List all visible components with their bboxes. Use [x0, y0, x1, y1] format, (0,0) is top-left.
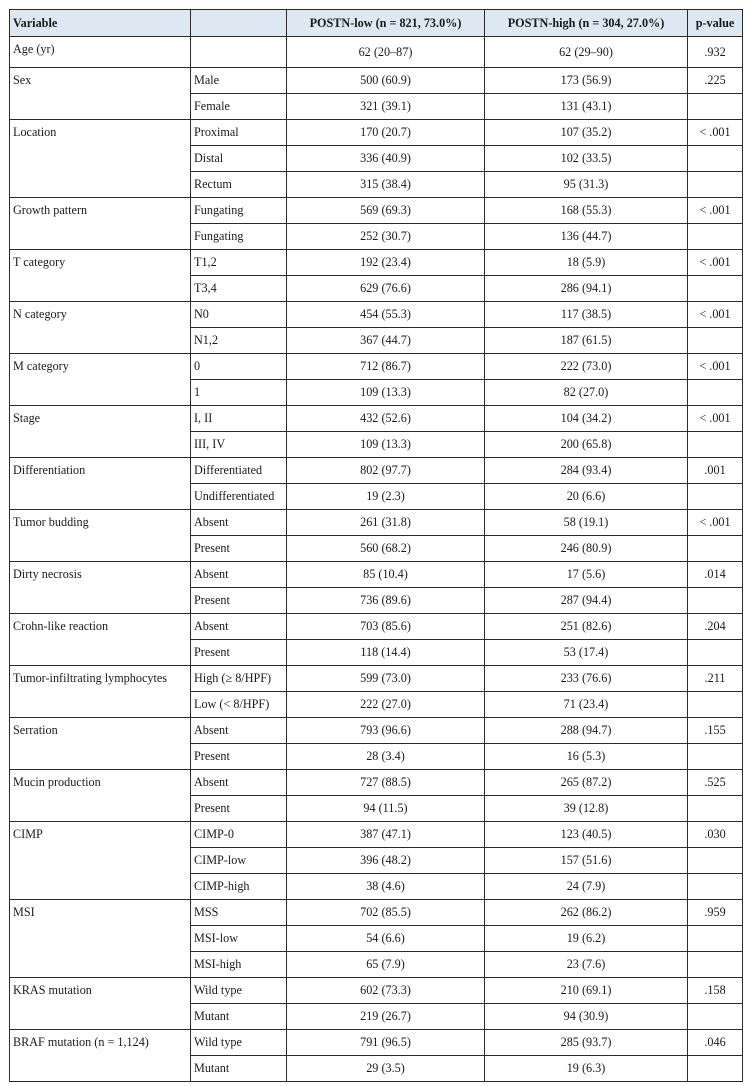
postn-high-cell: 94 (30.9)	[485, 1004, 688, 1030]
p-value-cell: < .001	[688, 510, 743, 536]
postn-high-cell: 39 (12.8)	[485, 796, 688, 822]
variable-name-cell: Mucin production	[10, 770, 191, 822]
p-value-cell	[688, 432, 743, 458]
table-row	[10, 458, 743, 484]
postn-low-cell: 261 (31.8)	[287, 510, 485, 536]
p-value-cell	[688, 796, 743, 822]
postn-low-cell: 454 (55.3)	[287, 302, 485, 328]
postn-low-cell: 94 (11.5)	[287, 796, 485, 822]
table-row	[10, 900, 743, 926]
p-value-cell	[688, 588, 743, 614]
subcategory-cell: Undifferentiated	[191, 484, 287, 510]
postn-high-cell: 285 (93.7)	[485, 1030, 688, 1056]
subcategory-cell: N0	[191, 302, 287, 328]
postn-high-cell: 19 (6.2)	[485, 926, 688, 952]
postn-low-cell: 109 (13.3)	[287, 380, 485, 406]
subcategory-cell: Absent	[191, 718, 287, 744]
postn-low-cell: 192 (23.4)	[287, 250, 485, 276]
variable-name-cell: Growth pattern	[10, 198, 191, 250]
table-row	[10, 120, 743, 146]
table-row	[10, 406, 743, 432]
subcategory-cell: I, II	[191, 406, 287, 432]
postn-high-cell: 102 (33.5)	[485, 146, 688, 172]
subcategory-cell: Absent	[191, 562, 287, 588]
postn-low-cell: 252 (30.7)	[287, 224, 485, 250]
postn-low-cell: 54 (6.6)	[287, 926, 485, 952]
subcategory-cell: Distal	[191, 146, 287, 172]
postn-low-cell: 222 (27.0)	[287, 692, 485, 718]
variable-name-cell: Crohn-like reaction	[10, 614, 191, 666]
variable-name-cell: MSI	[10, 900, 191, 978]
variable-name-cell: Stage	[10, 406, 191, 458]
variable-name-cell: Sex	[10, 68, 191, 120]
subcategory-cell: Present	[191, 796, 287, 822]
p-value-cell: .155	[688, 718, 743, 744]
subcategory-cell: High (≥ 8/HPF)	[191, 666, 287, 692]
postn-low-cell: 62 (20–87)	[287, 37, 485, 68]
postn-comparison-table	[9, 9, 743, 1082]
p-value-cell: < .001	[688, 354, 743, 380]
postn-high-cell: 23 (7.6)	[485, 952, 688, 978]
postn-low-cell: 367 (44.7)	[287, 328, 485, 354]
postn-high-cell: 20 (6.6)	[485, 484, 688, 510]
subcategory-cell	[191, 37, 287, 68]
postn-high-cell: 286 (94.1)	[485, 276, 688, 302]
postn-low-cell: 793 (96.6)	[287, 718, 485, 744]
postn-low-cell: 387 (47.1)	[287, 822, 485, 848]
postn-high-cell: 288 (94.7)	[485, 718, 688, 744]
table-row	[10, 37, 743, 68]
subcategory-cell: Fungating	[191, 198, 287, 224]
p-value-cell	[688, 484, 743, 510]
p-value-cell: .225	[688, 68, 743, 94]
p-value-cell: < .001	[688, 302, 743, 328]
p-value-cell: .001	[688, 458, 743, 484]
table-row	[10, 510, 743, 536]
postn-high-cell: 284 (93.4)	[485, 458, 688, 484]
subcategory-cell: Present	[191, 588, 287, 614]
postn-low-cell: 28 (3.4)	[287, 744, 485, 770]
p-value-cell	[688, 692, 743, 718]
postn-high-cell: 104 (34.2)	[485, 406, 688, 432]
postn-high-cell: 17 (5.6)	[485, 562, 688, 588]
postn-high-cell: 233 (76.6)	[485, 666, 688, 692]
variable-name-cell: BRAF mutation (n = 1,124)	[10, 1030, 191, 1082]
subcategory-cell: N1,2	[191, 328, 287, 354]
postn-high-cell: 251 (82.6)	[485, 614, 688, 640]
postn-low-cell: 500 (60.9)	[287, 68, 485, 94]
p-value-cell	[688, 328, 743, 354]
data-table-container	[9, 9, 742, 1082]
subcategory-cell: 1	[191, 380, 287, 406]
p-value-cell	[688, 146, 743, 172]
postn-high-cell: 95 (31.3)	[485, 172, 688, 198]
postn-high-cell: 19 (6.3)	[485, 1056, 688, 1082]
p-value-cell: < .001	[688, 406, 743, 432]
subcategory-cell: Fungating	[191, 224, 287, 250]
p-value-cell: .204	[688, 614, 743, 640]
subcategory-cell: T3,4	[191, 276, 287, 302]
p-value-cell	[688, 172, 743, 198]
postn-high-cell: 157 (51.6)	[485, 848, 688, 874]
postn-high-cell: 136 (44.7)	[485, 224, 688, 250]
p-value-cell: < .001	[688, 198, 743, 224]
postn-high-cell: 62 (29–90)	[485, 37, 688, 68]
p-value-cell	[688, 848, 743, 874]
postn-low-cell: 602 (73.3)	[287, 978, 485, 1004]
postn-high-cell: 168 (55.3)	[485, 198, 688, 224]
postn-low-cell: 321 (39.1)	[287, 94, 485, 120]
p-value-cell	[688, 874, 743, 900]
postn-low-cell: 118 (14.4)	[287, 640, 485, 666]
header-variable: Variable	[10, 10, 191, 37]
table-body	[10, 37, 743, 1082]
table-row	[10, 68, 743, 94]
p-value-cell: .959	[688, 900, 743, 926]
postn-high-cell: 187 (61.5)	[485, 328, 688, 354]
postn-high-cell: 82 (27.0)	[485, 380, 688, 406]
table-row	[10, 354, 743, 380]
variable-name-cell: N category	[10, 302, 191, 354]
subcategory-cell: Wild type	[191, 1030, 287, 1056]
subcategory-cell: Wild type	[191, 978, 287, 1004]
postn-low-cell: 703 (85.6)	[287, 614, 485, 640]
table-row	[10, 718, 743, 744]
table-row	[10, 614, 743, 640]
p-value-cell: .211	[688, 666, 743, 692]
postn-high-cell: 18 (5.9)	[485, 250, 688, 276]
subcategory-cell: Present	[191, 640, 287, 666]
postn-low-cell: 432 (52.6)	[287, 406, 485, 432]
p-value-cell: .014	[688, 562, 743, 588]
postn-low-cell: 38 (4.6)	[287, 874, 485, 900]
subcategory-cell: Absent	[191, 510, 287, 536]
postn-low-cell: 736 (89.6)	[287, 588, 485, 614]
subcategory-cell: Present	[191, 744, 287, 770]
variable-name-cell: Age (yr)	[10, 37, 191, 68]
p-value-cell: < .001	[688, 120, 743, 146]
subcategory-cell: Mutant	[191, 1056, 287, 1082]
p-value-cell	[688, 952, 743, 978]
subcategory-cell: MSI-high	[191, 952, 287, 978]
subcategory-cell: CIMP-0	[191, 822, 287, 848]
postn-high-cell: 24 (7.9)	[485, 874, 688, 900]
subcategory-cell: MSS	[191, 900, 287, 926]
header-postn-high: POSTN-high (n = 304, 27.0%)	[485, 10, 688, 37]
postn-low-cell: 802 (97.7)	[287, 458, 485, 484]
postn-high-cell: 123 (40.5)	[485, 822, 688, 848]
p-value-cell: .158	[688, 978, 743, 1004]
postn-high-cell: 117 (38.5)	[485, 302, 688, 328]
postn-low-cell: 560 (68.2)	[287, 536, 485, 562]
header-p-value: p-value	[688, 10, 743, 37]
variable-name-cell: Differentiation	[10, 458, 191, 510]
variable-name-cell: KRAS mutation	[10, 978, 191, 1030]
postn-low-cell: 629 (76.6)	[287, 276, 485, 302]
postn-low-cell: 65 (7.9)	[287, 952, 485, 978]
subcategory-cell: CIMP-high	[191, 874, 287, 900]
postn-low-cell: 712 (86.7)	[287, 354, 485, 380]
p-value-cell: .046	[688, 1030, 743, 1056]
postn-low-cell: 85 (10.4)	[287, 562, 485, 588]
variable-name-cell: Dirty necrosis	[10, 562, 191, 614]
p-value-cell	[688, 380, 743, 406]
p-value-cell: .525	[688, 770, 743, 796]
postn-high-cell: 71 (23.4)	[485, 692, 688, 718]
variable-name-cell: M category	[10, 354, 191, 406]
postn-high-cell: 53 (17.4)	[485, 640, 688, 666]
postn-high-cell: 16 (5.3)	[485, 744, 688, 770]
p-value-cell	[688, 1004, 743, 1030]
p-value-cell: .030	[688, 822, 743, 848]
postn-low-cell: 19 (2.3)	[287, 484, 485, 510]
table-row	[10, 666, 743, 692]
subcategory-cell: MSI-low	[191, 926, 287, 952]
postn-high-cell: 265 (87.2)	[485, 770, 688, 796]
subcategory-cell: Mutant	[191, 1004, 287, 1030]
postn-low-cell: 569 (69.3)	[287, 198, 485, 224]
subcategory-cell: Male	[191, 68, 287, 94]
table-row	[10, 302, 743, 328]
postn-low-cell: 109 (13.3)	[287, 432, 485, 458]
p-value-cell	[688, 926, 743, 952]
variable-name-cell: T category	[10, 250, 191, 302]
variable-name-cell: CIMP	[10, 822, 191, 900]
postn-high-cell: 222 (73.0)	[485, 354, 688, 380]
subcategory-cell: Absent	[191, 614, 287, 640]
subcategory-cell: Differentiated	[191, 458, 287, 484]
subcategory-cell: Low (< 8/HPF)	[191, 692, 287, 718]
postn-low-cell: 170 (20.7)	[287, 120, 485, 146]
postn-low-cell: 599 (73.0)	[287, 666, 485, 692]
postn-high-cell: 200 (65.8)	[485, 432, 688, 458]
subcategory-cell: Rectum	[191, 172, 287, 198]
p-value-cell	[688, 536, 743, 562]
postn-low-cell: 396 (48.2)	[287, 848, 485, 874]
p-value-cell	[688, 276, 743, 302]
postn-high-cell: 246 (80.9)	[485, 536, 688, 562]
variable-name-cell: Location	[10, 120, 191, 198]
subcategory-cell: Absent	[191, 770, 287, 796]
subcategory-cell: Present	[191, 536, 287, 562]
variable-name-cell: Tumor budding	[10, 510, 191, 562]
subcategory-cell: III, IV	[191, 432, 287, 458]
p-value-cell	[688, 640, 743, 666]
postn-low-cell: 315 (38.4)	[287, 172, 485, 198]
variable-name-cell: Serration	[10, 718, 191, 770]
subcategory-cell: Female	[191, 94, 287, 120]
postn-high-cell: 210 (69.1)	[485, 978, 688, 1004]
postn-low-cell: 791 (96.5)	[287, 1030, 485, 1056]
postn-high-cell: 131 (43.1)	[485, 94, 688, 120]
subcategory-cell: 0	[191, 354, 287, 380]
postn-high-cell: 173 (56.9)	[485, 68, 688, 94]
postn-high-cell: 58 (19.1)	[485, 510, 688, 536]
variable-name-cell: Tumor-infiltrating lymphocytes	[10, 666, 191, 718]
table-row	[10, 250, 743, 276]
table-row	[10, 822, 743, 848]
postn-low-cell: 336 (40.9)	[287, 146, 485, 172]
table-header-row	[10, 10, 743, 37]
p-value-cell: .932	[688, 37, 743, 68]
header-subcategory	[191, 10, 287, 37]
postn-high-cell: 287 (94.4)	[485, 588, 688, 614]
p-value-cell	[688, 1056, 743, 1082]
p-value-cell	[688, 224, 743, 250]
subcategory-cell: CIMP-low	[191, 848, 287, 874]
postn-high-cell: 262 (86.2)	[485, 900, 688, 926]
postn-low-cell: 727 (88.5)	[287, 770, 485, 796]
postn-low-cell: 219 (26.7)	[287, 1004, 485, 1030]
postn-high-cell: 107 (35.2)	[485, 120, 688, 146]
header-postn-low: POSTN-low (n = 821, 73.0%)	[287, 10, 485, 37]
subcategory-cell: T1,2	[191, 250, 287, 276]
table-row	[10, 198, 743, 224]
table-row	[10, 1030, 743, 1056]
postn-low-cell: 702 (85.5)	[287, 900, 485, 926]
table-row	[10, 562, 743, 588]
postn-low-cell: 29 (3.5)	[287, 1056, 485, 1082]
p-value-cell	[688, 744, 743, 770]
subcategory-cell: Proximal	[191, 120, 287, 146]
table-row	[10, 770, 743, 796]
p-value-cell	[688, 94, 743, 120]
p-value-cell: < .001	[688, 250, 743, 276]
table-row	[10, 978, 743, 1004]
